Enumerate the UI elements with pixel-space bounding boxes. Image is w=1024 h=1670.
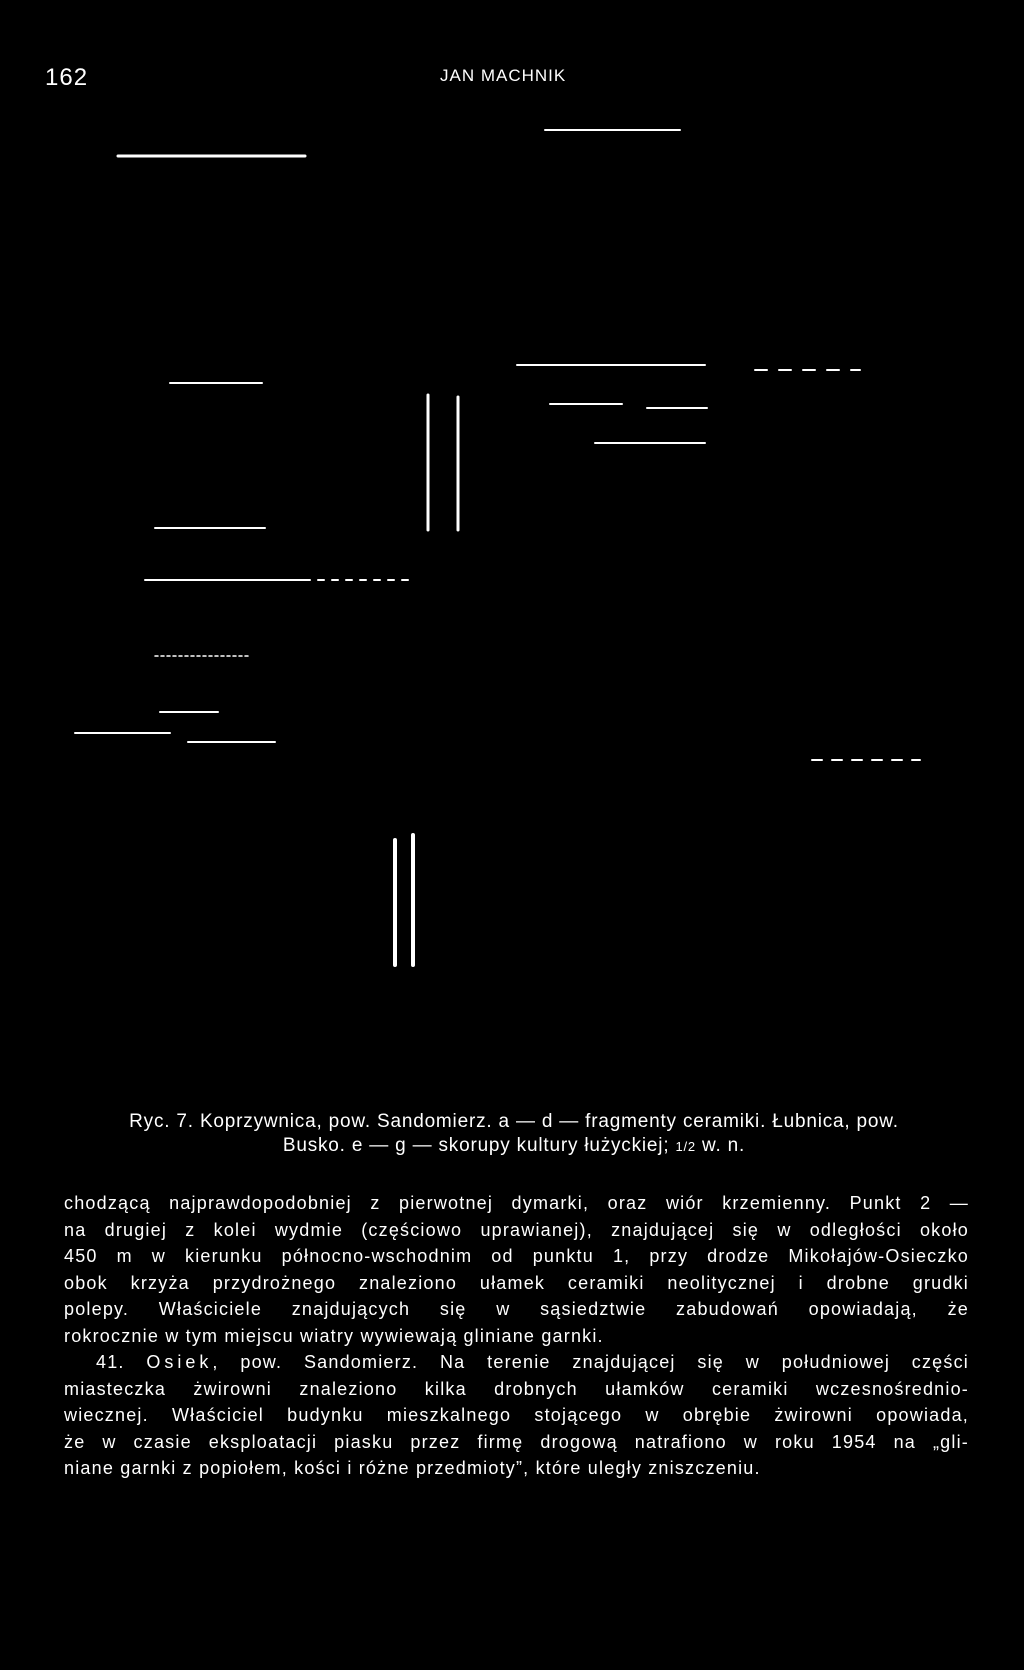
caption-text: Busko. e — g — skorupy kultury łużyckiej; <box>282 1135 676 1156</box>
text-line: chodzącą najprawdopodobniej z pierwotnej dymarki, oraz wiór krzemienny. Punkt 2 — <box>64 1193 969 1213</box>
text-line: miasteczka żwirowni znaleziono kilka drobnych ułamków ceramiki wczesnośrednio- <box>64 1378 969 1399</box>
text-line: wiecznej. Właściciel budynku mieszkalnego stojącego w obrębie żwirowni opowiada, <box>64 1405 969 1425</box>
text-line: obok krzyża przydrożnego znaleziono ułamek ceramiki neolitycznej i drobne grudki <box>64 1272 969 1293</box>
body-text <box>64 1190 969 1482</box>
page-number: 162 <box>45 64 89 91</box>
running-head: JAN MACHNIK <box>440 66 567 85</box>
paragraph <box>64 1190 969 1349</box>
text-line: 450 m w kierunku północno-wschodnim od punktu 1, przy drodze Mikołajów-Osieczko <box>64 1246 969 1266</box>
text-line: rokrocznie w tym miejscu wiatry wywiewają gliniane garnki. <box>64 1325 604 1346</box>
caption-line <box>64 1134 964 1159</box>
entry-number: 41. <box>96 1352 147 1372</box>
text-line: niane garnki z popiołem, kości i różne przedmioty”, które uległy zniszczeniu. <box>64 1458 761 1478</box>
place-name: Osiek <box>146 1352 213 1372</box>
caption-text: w. n. <box>695 1135 746 1156</box>
text-line: na drugiej z kolei wydmie (częściowo uprawianej), znajdującej się w odległości około <box>64 1219 969 1240</box>
text-line <box>64 1349 969 1376</box>
text-line: że w czasie eksploatacji piasku przez firmę drogową natrafiono w roku 1954 na „gli- <box>64 1431 969 1452</box>
text-run: , pow. Sandomierz. Na terenie znajdującej się w południowej części <box>212 1352 969 1372</box>
caption-line: Ryc. 7. Koprzywnica, pow. Sandomierz. a — d — fragmenty ceramiki. Łubnica, pow. <box>129 1111 899 1132</box>
paragraph <box>64 1349 969 1482</box>
caption-fraction: 1/2 <box>675 1139 696 1154</box>
text-line: polepy. Właściciele znajdujących się w sąsiedztwie zabudowań opowiadają, że <box>64 1299 969 1319</box>
figure-caption <box>64 1110 964 1159</box>
